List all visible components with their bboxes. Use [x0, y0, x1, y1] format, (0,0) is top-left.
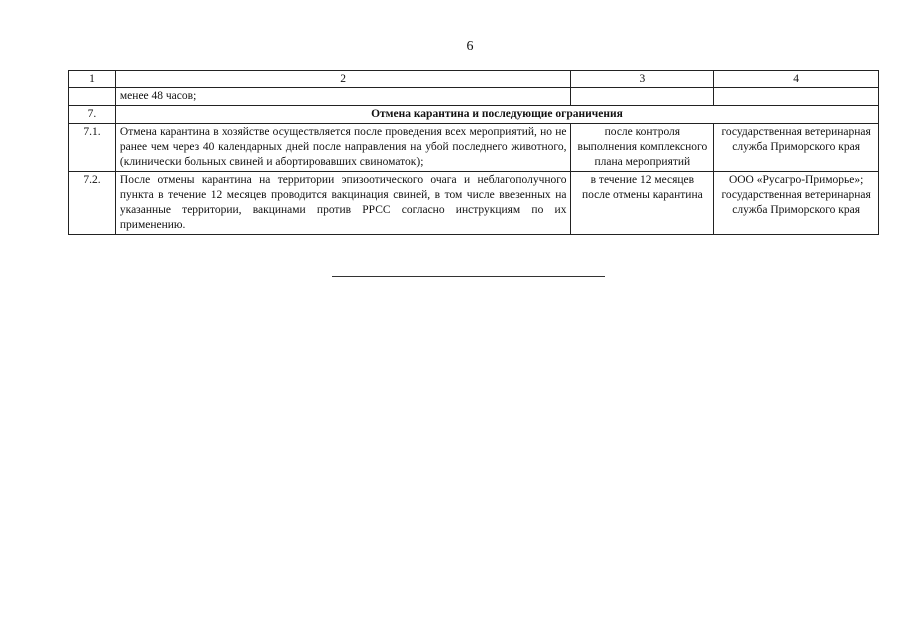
section-number: 7.	[69, 106, 116, 124]
header-col-4: 4	[714, 71, 879, 88]
row-number	[69, 88, 116, 106]
closing-separator-line	[332, 276, 605, 277]
row-term	[571, 88, 714, 106]
row-term: в течение 12 месяцев после отмены карантина	[571, 172, 714, 235]
header-col-1: 1	[69, 71, 116, 88]
row-responsible: государственная ветеринарная служба Приморского края	[714, 124, 879, 172]
section-row	[69, 106, 879, 124]
header-col-2: 2	[115, 71, 571, 88]
measures-table	[68, 70, 879, 235]
row-term: после контроля выполнения комплексного плана мероприятий	[571, 124, 714, 172]
table-row	[69, 172, 879, 235]
table-row	[69, 88, 879, 106]
page-number: 6	[466, 39, 474, 54]
row-text: После отмены карантина на территории эпизоотического очага и неблагополучного пункта в течение 12 месяцев проводится вакцинация свиней, в том числе ввезенных на указанные территории, вакцинами против РРСС согласно инструкциям по их применению.	[115, 172, 571, 235]
row-number: 7.2.	[69, 172, 116, 235]
row-number: 7.1.	[69, 124, 116, 172]
row-responsible	[714, 88, 879, 106]
table-header-row	[69, 71, 879, 88]
header-col-3: 3	[571, 71, 714, 88]
section-title: Отмена карантина и последующие ограничения	[115, 106, 878, 124]
row-responsible: ООО «Русагро-Приморье»; государственная ветеринарная служба Приморского края	[714, 172, 879, 235]
row-text: менее 48 часов;	[115, 88, 571, 106]
row-text: Отмена карантина в хозяйстве осуществляется после проведения всех мероприятий, но не ранее чем через 40 календарных дней после направления на убой последнего животного, (клинически больных свиней и абортировавших свиноматок);	[115, 124, 571, 172]
table-row	[69, 124, 879, 172]
